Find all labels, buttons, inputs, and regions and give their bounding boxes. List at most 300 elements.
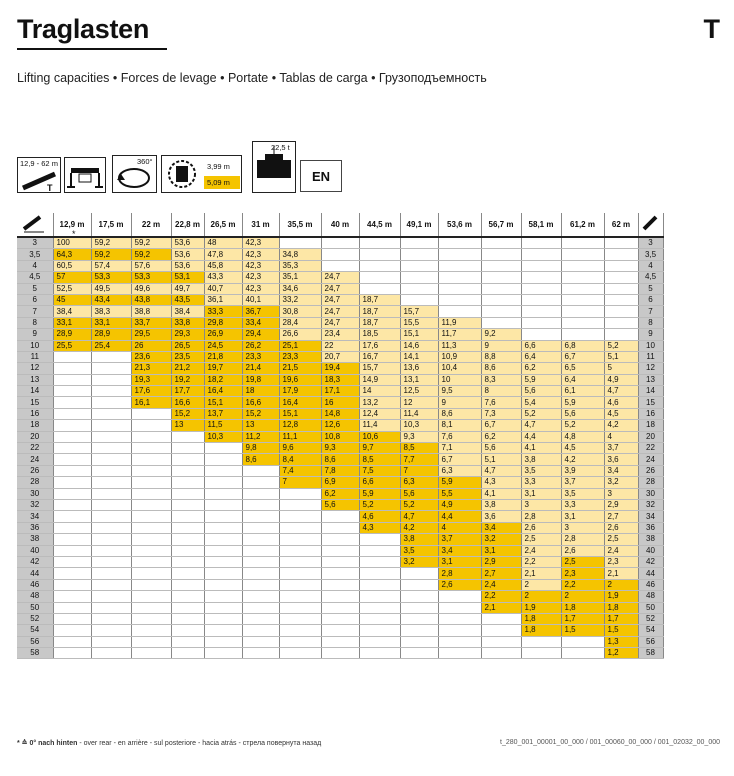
capacity-cell xyxy=(521,272,561,283)
capacity-cell: 3,7 xyxy=(561,477,604,488)
capacity-cell: 5 xyxy=(604,363,638,374)
capacity-cell: 26,9 xyxy=(204,329,242,340)
capacity-cell xyxy=(171,613,204,624)
capacity-cell: 29,8 xyxy=(204,317,242,328)
capacity-cell xyxy=(400,602,438,613)
capacity-cell xyxy=(321,625,359,636)
capacity-cell: 49,5 xyxy=(91,283,131,294)
capacity-cell xyxy=(91,534,131,545)
capacity-cell: 5,2 xyxy=(561,420,604,431)
capacity-cell xyxy=(521,237,561,249)
capacity-cell xyxy=(400,613,438,624)
boom-telescopic-letter: T xyxy=(47,183,53,193)
capacity-cell: 6,2 xyxy=(481,431,521,442)
capacity-cell: 14,1 xyxy=(400,351,438,362)
col-header: 22,8 m xyxy=(171,213,204,237)
capacity-cell: 24,7 xyxy=(321,306,359,317)
capacity-cell: 47,8 xyxy=(204,249,242,260)
capacity-cell: 6,7 xyxy=(481,420,521,431)
capacity-cell: 8,5 xyxy=(359,454,400,465)
capacity-cell xyxy=(171,602,204,613)
capacity-cell xyxy=(604,283,638,294)
capacity-cell: 13 xyxy=(171,420,204,431)
capacity-cell xyxy=(400,260,438,271)
capacity-cell: 7 xyxy=(400,465,438,476)
capacity-cell xyxy=(91,556,131,567)
capacity-cell xyxy=(204,556,242,567)
col-header: 58,1 m xyxy=(521,213,561,237)
capacity-cell xyxy=(91,420,131,431)
capacity-cell: 53,3 xyxy=(131,272,171,283)
capacity-cell: 2,8 xyxy=(438,568,481,579)
capacity-cell: 14,6 xyxy=(400,340,438,351)
capacity-cell: 7,7 xyxy=(400,454,438,465)
capacity-cell xyxy=(438,636,481,647)
capacity-cell: 6,6 xyxy=(521,340,561,351)
capacity-cell xyxy=(279,625,321,636)
capacity-cell xyxy=(91,443,131,454)
capacity-cell: 4,5 xyxy=(561,443,604,454)
capacity-cell xyxy=(279,556,321,567)
capacity-cell: 4,2 xyxy=(400,522,438,533)
capacity-cell: 2,2 xyxy=(521,556,561,567)
capacity-cell xyxy=(321,556,359,567)
capacity-cell xyxy=(359,237,400,249)
capacity-cell: 28,9 xyxy=(91,329,131,340)
capacity-cell: 26,6 xyxy=(279,329,321,340)
capacity-cell: 5,2 xyxy=(359,499,400,510)
capacity-cell: 11,3 xyxy=(438,340,481,351)
capacity-cell xyxy=(321,602,359,613)
capacity-cell: 1,7 xyxy=(561,613,604,624)
ballast-icon xyxy=(252,141,296,193)
capacity-cell xyxy=(171,454,204,465)
radius-label-left: 8 xyxy=(17,317,53,328)
capacity-cell: 29,5 xyxy=(131,329,171,340)
capacity-cell xyxy=(91,613,131,624)
capacity-cell: 4,3 xyxy=(481,477,521,488)
capacity-cell xyxy=(242,534,279,545)
capacity-cell xyxy=(521,636,561,647)
capacity-cell xyxy=(438,648,481,659)
capacity-cell xyxy=(321,648,359,659)
capacity-cell: 8,6 xyxy=(242,454,279,465)
capacity-cell: 53,3 xyxy=(91,272,131,283)
capacity-cell: 3,8 xyxy=(481,499,521,510)
table-row xyxy=(17,488,663,499)
capacity-cell: 48 xyxy=(204,237,242,249)
capacity-cell: 23,3 xyxy=(279,351,321,362)
capacity-cell: 2,6 xyxy=(604,522,638,533)
radius-label-right: 9 xyxy=(638,329,663,340)
capacity-cell xyxy=(438,249,481,260)
capacity-cell xyxy=(242,499,279,510)
radius-label-right: 20 xyxy=(638,431,663,442)
table-row xyxy=(17,556,663,567)
capacity-cell: 12,8 xyxy=(279,420,321,431)
capacity-cell xyxy=(242,602,279,613)
capacity-cell: 19,4 xyxy=(321,363,359,374)
capacity-cell xyxy=(131,408,171,419)
capacity-cell xyxy=(53,602,91,613)
capacity-cell xyxy=(481,294,521,305)
capacity-cell: 6,7 xyxy=(438,454,481,465)
capacity-cell: 2 xyxy=(521,579,561,590)
capacity-cell: 24,7 xyxy=(321,317,359,328)
capacity-cell xyxy=(53,397,91,408)
capacity-cell xyxy=(359,545,400,556)
table-row xyxy=(17,511,663,522)
radius-label-right: 7 xyxy=(638,306,663,317)
capacity-cell: 23,5 xyxy=(171,351,204,362)
radius-label-left: 5 xyxy=(17,283,53,294)
capacity-cell: 33,4 xyxy=(242,317,279,328)
capacity-cell: 1,8 xyxy=(521,625,561,636)
capacity-cell: 21,5 xyxy=(279,363,321,374)
radius-label-right: 3,5 xyxy=(638,249,663,260)
capacity-cell xyxy=(91,545,131,556)
capacity-cell: 17,9 xyxy=(279,386,321,397)
capacity-cell: 4,8 xyxy=(561,431,604,442)
capacity-cell xyxy=(204,625,242,636)
capacity-cell: 49,6 xyxy=(131,283,171,294)
capacity-cell: 2,6 xyxy=(438,579,481,590)
capacity-cell xyxy=(242,477,279,488)
capacity-cell: 23,3 xyxy=(242,351,279,362)
capacity-cell xyxy=(53,488,91,499)
capacity-cell: 2,3 xyxy=(604,556,638,567)
capacity-cell xyxy=(204,579,242,590)
capacity-cell: 5,5 xyxy=(438,488,481,499)
capacity-cell xyxy=(171,556,204,567)
capacity-cell: 45 xyxy=(53,294,91,305)
capacity-cell xyxy=(91,408,131,419)
radius-label-left: 34 xyxy=(17,511,53,522)
capacity-cell: 2,6 xyxy=(521,522,561,533)
capacity-cell xyxy=(481,613,521,624)
capacity-cell: 2,1 xyxy=(604,568,638,579)
capacity-cell: 3,4 xyxy=(438,545,481,556)
capacity-cell: 38,4 xyxy=(171,306,204,317)
capacity-cell xyxy=(53,408,91,419)
col-header: 49,1 m xyxy=(400,213,438,237)
counterweight-icon xyxy=(161,155,242,193)
capacity-cell: 2,5 xyxy=(561,556,604,567)
table-row xyxy=(17,408,663,419)
capacity-cell xyxy=(204,488,242,499)
capacity-cell: 24,7 xyxy=(321,272,359,283)
capacity-cell: 4,2 xyxy=(604,420,638,431)
capacity-cell: 4,6 xyxy=(604,397,638,408)
capacity-cell xyxy=(481,625,521,636)
radius-label-left: 48 xyxy=(17,591,53,602)
capacity-cell: 57 xyxy=(53,272,91,283)
boom-range-label: 12,9 - 62 m xyxy=(20,159,58,168)
capacity-cell: 4,3 xyxy=(359,522,400,533)
capacity-cell: 3,1 xyxy=(521,488,561,499)
capacity-cell: 7,8 xyxy=(321,465,359,476)
capacity-cell xyxy=(604,329,638,340)
capacity-cell: 6,4 xyxy=(561,374,604,385)
col-header: 17,5 m xyxy=(91,213,131,237)
capacity-cell xyxy=(438,260,481,271)
capacity-cell xyxy=(279,579,321,590)
radius-label-right: 54 xyxy=(638,625,663,636)
capacity-cell: 6,3 xyxy=(438,465,481,476)
radius-label-left: 36 xyxy=(17,522,53,533)
capacity-cell xyxy=(53,545,91,556)
capacity-cell: 45,8 xyxy=(204,260,242,271)
capacity-cell: 8,8 xyxy=(481,351,521,362)
capacity-cell: 24,7 xyxy=(321,294,359,305)
capacity-cell: 6,8 xyxy=(561,340,604,351)
capacity-cell xyxy=(604,272,638,283)
table-row xyxy=(17,260,663,271)
capacity-cell xyxy=(438,294,481,305)
table-row xyxy=(17,602,663,613)
capacity-cell: 8,6 xyxy=(481,363,521,374)
capacity-cell: 5,9 xyxy=(521,374,561,385)
capacity-cell: 9,3 xyxy=(400,431,438,442)
capacity-cell xyxy=(321,249,359,260)
capacity-cell: 4,5 xyxy=(604,408,638,419)
capacity-cell xyxy=(131,556,171,567)
capacity-cell: 2,9 xyxy=(481,556,521,567)
capacity-cell xyxy=(400,648,438,659)
capacity-cell xyxy=(53,522,91,533)
capacity-cell: 12,5 xyxy=(400,386,438,397)
capacity-cell xyxy=(91,511,131,522)
capacity-cell xyxy=(171,648,204,659)
capacity-cell: 4,7 xyxy=(604,386,638,397)
capacity-cell: 7,6 xyxy=(438,431,481,442)
table-row xyxy=(17,386,663,397)
capacity-cell: 2,6 xyxy=(561,545,604,556)
capacity-cell xyxy=(131,636,171,647)
capacity-cell xyxy=(604,317,638,328)
capacity-cell xyxy=(400,249,438,260)
capacity-cell xyxy=(242,465,279,476)
capacity-cell: 5,9 xyxy=(359,488,400,499)
capacity-cell: 42,3 xyxy=(242,272,279,283)
capacity-cell: 38,8 xyxy=(131,306,171,317)
capacity-cell xyxy=(359,591,400,602)
radius-label-left: 22 xyxy=(17,443,53,454)
table-row xyxy=(17,454,663,465)
capacity-cell xyxy=(242,556,279,567)
capacity-cell: 1,7 xyxy=(604,613,638,624)
table-row xyxy=(17,294,663,305)
capacity-cell xyxy=(204,522,242,533)
lifting-capacity-table xyxy=(17,213,664,659)
capacity-cell xyxy=(279,636,321,647)
capacity-cell: 36,7 xyxy=(242,306,279,317)
radius-label-left: 12 xyxy=(17,363,53,374)
capacity-cell xyxy=(171,522,204,533)
capacity-cell xyxy=(91,591,131,602)
capacity-cell: 49,7 xyxy=(171,283,204,294)
capacity-cell xyxy=(481,260,521,271)
capacity-cell: 2,8 xyxy=(561,534,604,545)
capacity-cell xyxy=(321,579,359,590)
capacity-cell: 18,7 xyxy=(359,306,400,317)
capacity-cell: 19,7 xyxy=(204,363,242,374)
capacity-cell: 17,6 xyxy=(131,386,171,397)
radius-label-left: 44 xyxy=(17,568,53,579)
capacity-cell: 14,9 xyxy=(359,374,400,385)
capacity-cell: 18,5 xyxy=(359,329,400,340)
capacity-cell xyxy=(204,602,242,613)
capacity-cell: 3,5 xyxy=(521,465,561,476)
capacity-cell xyxy=(53,534,91,545)
counterweight-value-1: 3,99 m xyxy=(207,162,230,171)
capacity-cell xyxy=(321,613,359,624)
radius-label-right: 12 xyxy=(638,363,663,374)
capacity-cell: 33,1 xyxy=(53,317,91,328)
table-row xyxy=(17,545,663,556)
capacity-cell xyxy=(242,522,279,533)
col-header: 35,5 m xyxy=(279,213,321,237)
capacity-cell: 1,5 xyxy=(561,625,604,636)
capacity-cell xyxy=(204,591,242,602)
radius-label-left: 52 xyxy=(17,613,53,624)
capacity-cell xyxy=(242,568,279,579)
capacity-cell: 28,9 xyxy=(53,329,91,340)
capacity-cell: 33,7 xyxy=(131,317,171,328)
capacity-cell xyxy=(321,522,359,533)
capacity-cell xyxy=(91,568,131,579)
capacity-cell xyxy=(131,602,171,613)
capacity-cell xyxy=(481,636,521,647)
ballast-label: 22,5 t xyxy=(271,143,290,152)
radius-label-left: 9 xyxy=(17,329,53,340)
capacity-cell: 2,4 xyxy=(481,579,521,590)
capacity-cell xyxy=(561,294,604,305)
capacity-cell xyxy=(204,511,242,522)
capacity-cell xyxy=(359,636,400,647)
capacity-cell: 8,5 xyxy=(400,443,438,454)
radius-label-left: 3,5 xyxy=(17,249,53,260)
capacity-cell: 5,2 xyxy=(400,499,438,510)
capacity-cell xyxy=(53,386,91,397)
capacity-cell: 12,6 xyxy=(321,420,359,431)
capacity-cell: 42,3 xyxy=(242,237,279,249)
radius-label-right: 6 xyxy=(638,294,663,305)
capacity-cell xyxy=(561,237,604,249)
capacity-cell: 4 xyxy=(438,522,481,533)
radius-label-left: 6 xyxy=(17,294,53,305)
capacity-cell: 15,1 xyxy=(400,329,438,340)
counterweight-value-2: 5,09 m xyxy=(204,176,240,189)
capacity-cell xyxy=(561,648,604,659)
capacity-cell: 4,4 xyxy=(438,511,481,522)
table-row xyxy=(17,465,663,476)
capacity-cell xyxy=(204,499,242,510)
capacity-cell: 3,2 xyxy=(604,477,638,488)
capacity-cell xyxy=(242,511,279,522)
capacity-cell: 15,7 xyxy=(400,306,438,317)
capacity-cell: 2,4 xyxy=(604,545,638,556)
capacity-cell: 11,4 xyxy=(400,408,438,419)
capacity-cell: 100 xyxy=(53,237,91,249)
table-row xyxy=(17,591,663,602)
radius-label-right: 32 xyxy=(638,499,663,510)
capacity-cell xyxy=(400,283,438,294)
capacity-cell xyxy=(53,579,91,590)
capacity-cell xyxy=(400,272,438,283)
capacity-cell xyxy=(131,579,171,590)
capacity-cell xyxy=(53,556,91,567)
capacity-cell: 3,5 xyxy=(561,488,604,499)
capacity-cell: 2,5 xyxy=(604,534,638,545)
radius-label-left: 3 xyxy=(17,237,53,249)
capacity-cell: 21,2 xyxy=(171,363,204,374)
capacity-cell: 3 xyxy=(604,488,638,499)
capacity-cell xyxy=(204,568,242,579)
capacity-cell: 4,4 xyxy=(521,431,561,442)
capacity-cell xyxy=(321,260,359,271)
capacity-cell xyxy=(131,465,171,476)
capacity-cell: 3,8 xyxy=(521,454,561,465)
capacity-cell xyxy=(279,511,321,522)
capacity-cell xyxy=(279,591,321,602)
capacity-cell xyxy=(171,568,204,579)
table-row xyxy=(17,431,663,442)
capacity-cell: 8,4 xyxy=(279,454,321,465)
capacity-cell: 16,1 xyxy=(131,397,171,408)
radius-label-left: 15 xyxy=(17,397,53,408)
capacity-cell: 21,4 xyxy=(242,363,279,374)
capacity-cell xyxy=(91,374,131,385)
capacity-cell: 2,8 xyxy=(521,511,561,522)
capacity-cell xyxy=(481,249,521,260)
capacity-cell xyxy=(438,591,481,602)
capacity-cell xyxy=(204,648,242,659)
capacity-cell xyxy=(242,625,279,636)
capacity-cell xyxy=(359,283,400,294)
capacity-cell: 42,3 xyxy=(242,283,279,294)
radius-label-right: 36 xyxy=(638,522,663,533)
capacity-cell: 5,1 xyxy=(604,351,638,362)
capacity-cell xyxy=(53,454,91,465)
capacity-cell: 53,6 xyxy=(171,237,204,249)
capacity-cell: 19,8 xyxy=(242,374,279,385)
capacity-cell xyxy=(279,534,321,545)
capacity-cell: 11,1 xyxy=(279,431,321,442)
capacity-cell: 10,8 xyxy=(321,431,359,442)
capacity-cell: 3,7 xyxy=(438,534,481,545)
capacity-cell: 11,7 xyxy=(438,329,481,340)
capacity-cell: 43,8 xyxy=(131,294,171,305)
capacity-cell: 14,8 xyxy=(321,408,359,419)
capacity-cell: 10,6 xyxy=(359,431,400,442)
table-row xyxy=(17,283,663,294)
capacity-cell xyxy=(53,613,91,624)
capacity-cell: 3,3 xyxy=(521,477,561,488)
capacity-cell xyxy=(359,613,400,624)
capacity-cell xyxy=(604,237,638,249)
radius-label-left: 18 xyxy=(17,420,53,431)
capacity-cell xyxy=(171,511,204,522)
footnote-bold: * ≙ 0° nach hinten xyxy=(17,740,78,747)
capacity-cell xyxy=(359,556,400,567)
capacity-cell xyxy=(279,613,321,624)
radius-label-right: 44 xyxy=(638,568,663,579)
table-row xyxy=(17,499,663,510)
capacity-cell: 15,2 xyxy=(242,408,279,419)
radius-label-right: 40 xyxy=(638,545,663,556)
capacity-cell: 4,6 xyxy=(359,511,400,522)
